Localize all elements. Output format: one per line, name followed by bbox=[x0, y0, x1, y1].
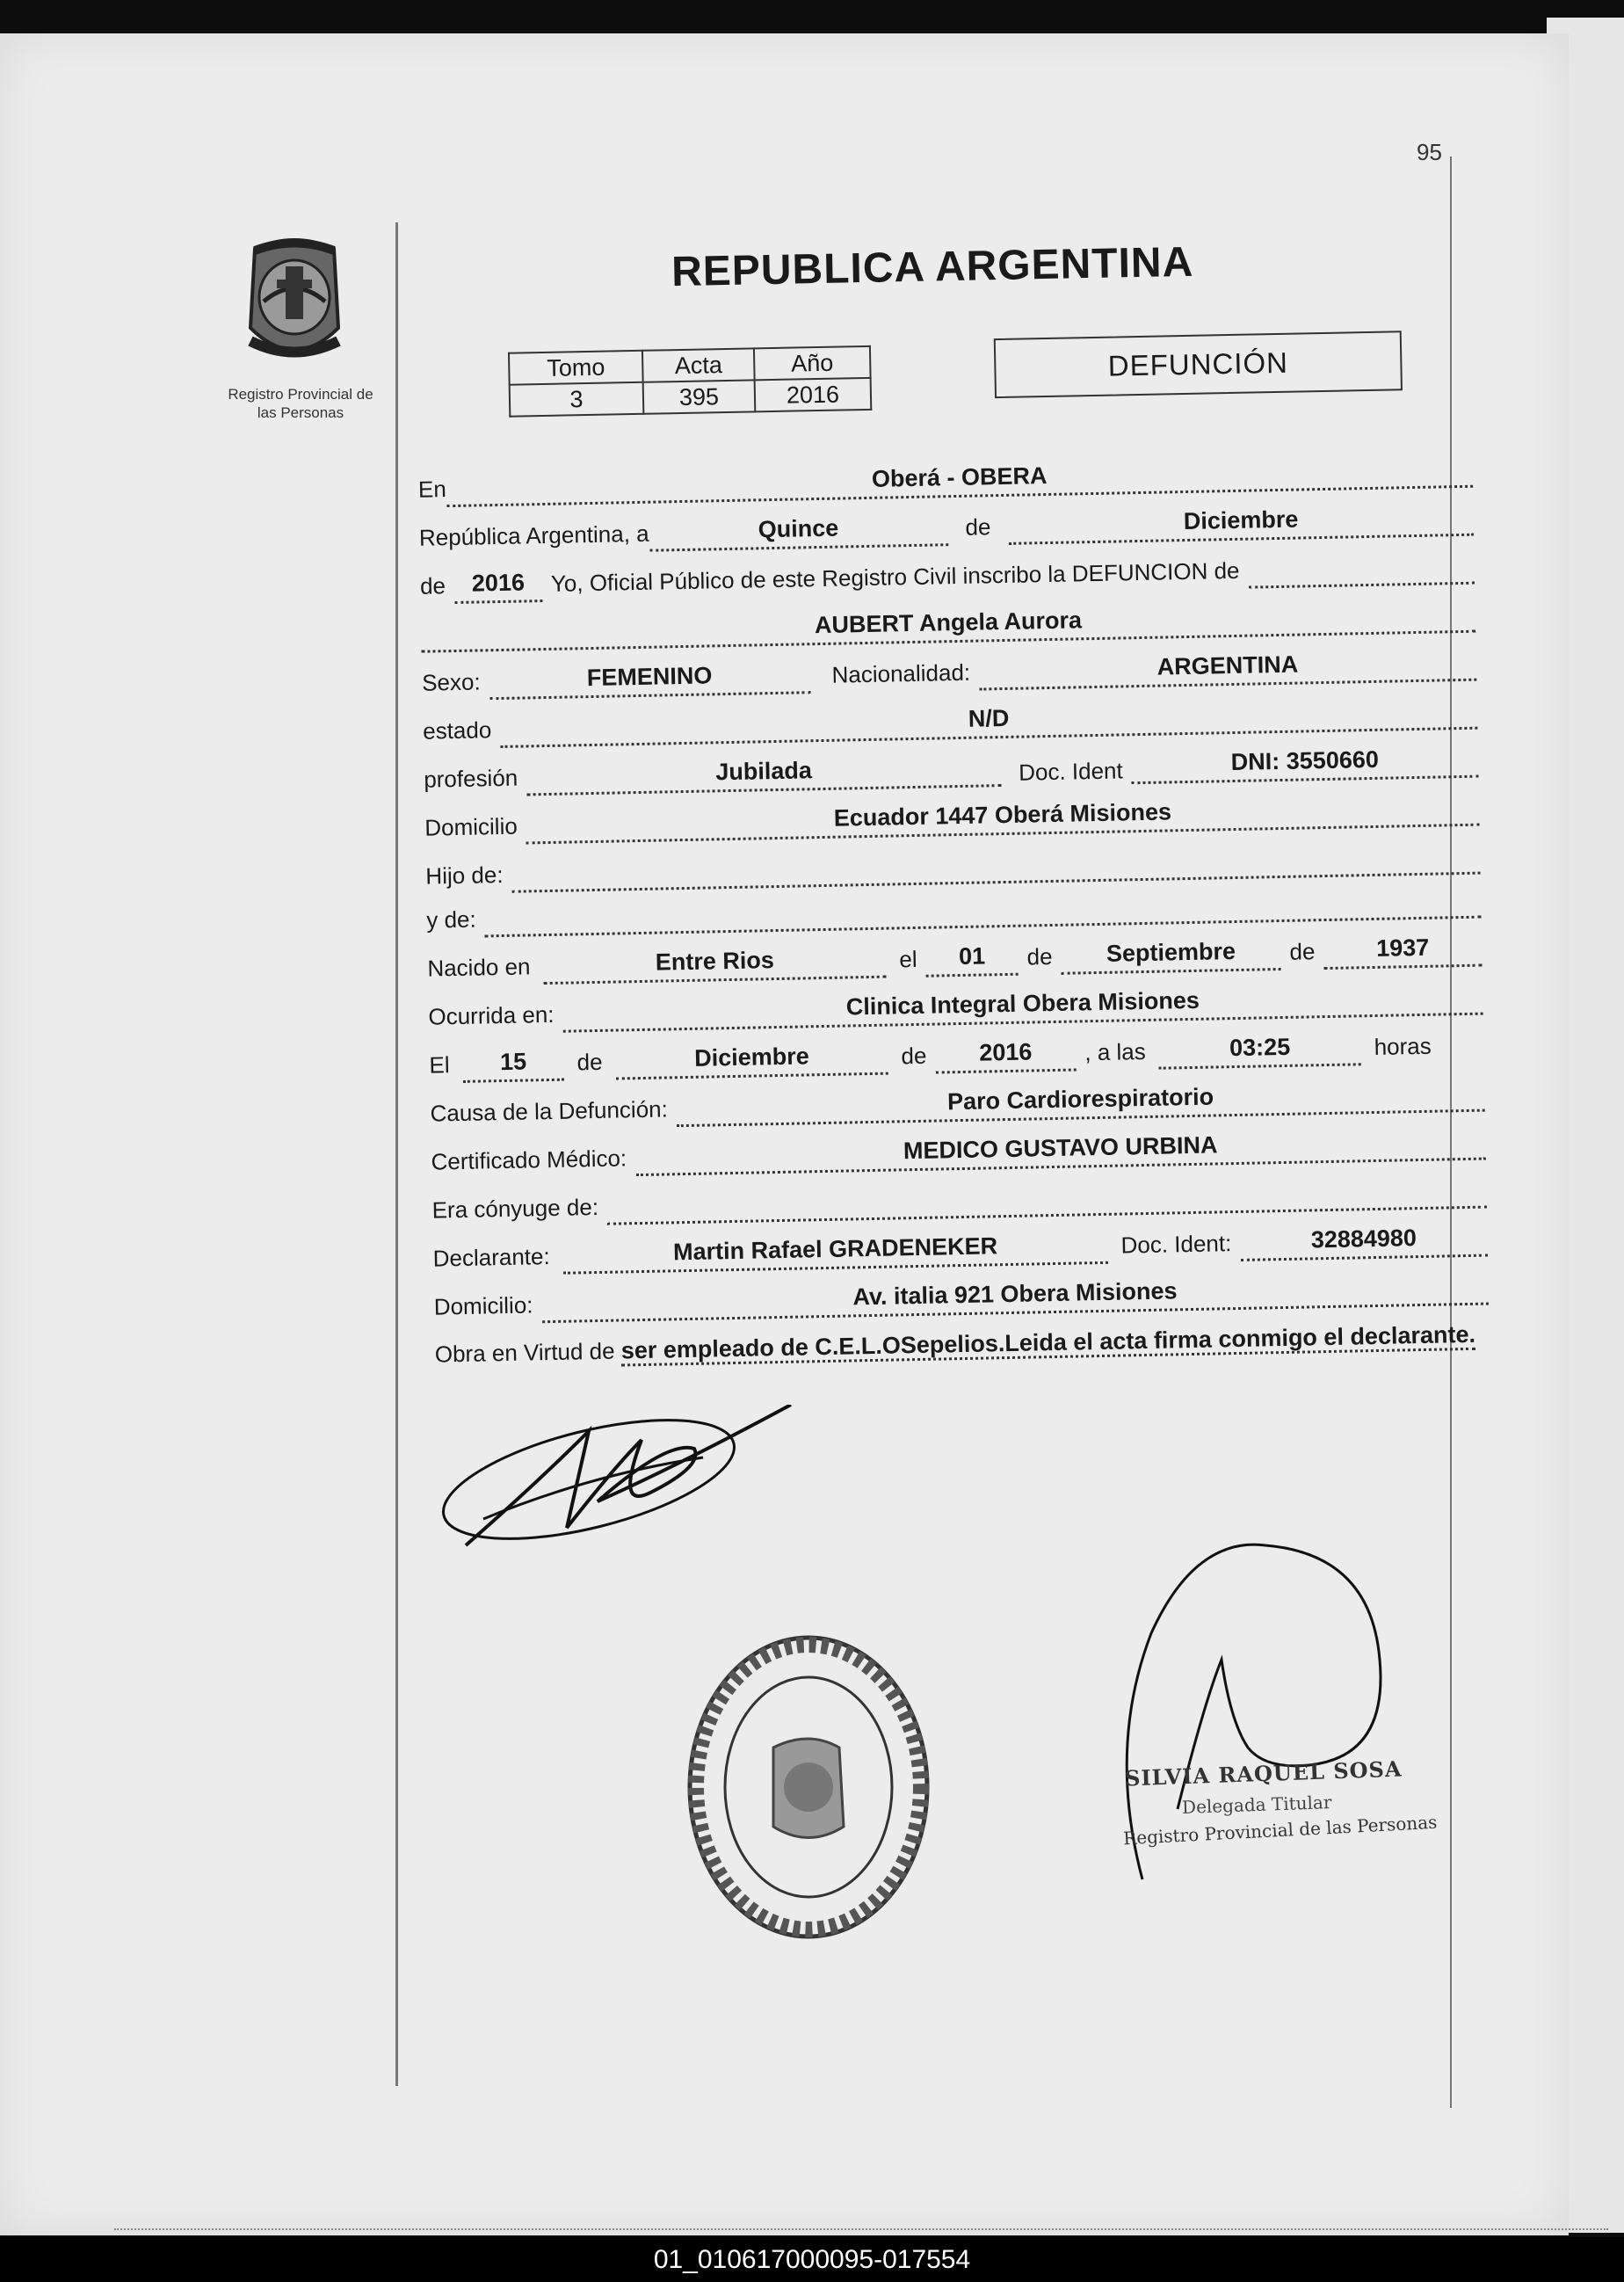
official-name: SILVIA RAQUEL SOSA bbox=[1124, 1755, 1403, 1791]
tomo-value: 3 bbox=[510, 382, 644, 417]
birthplace-field: Entre Rios bbox=[543, 942, 887, 985]
estado-field: N/D bbox=[500, 694, 1478, 748]
spouse-row: Era cónyuge de: bbox=[431, 1174, 1487, 1229]
declarant-address-row: Domicilio: Av. italia 921 Obera Misiones bbox=[433, 1270, 1489, 1326]
obra-text-field: ser empleado de C.E.L.OSepelios.Leida el acta firma conmigo el declarante. bbox=[620, 1321, 1475, 1367]
y-de-row: y de: bbox=[426, 883, 1482, 939]
ocurrida-row: Ocurrida en: Clinica Integral Obera Misiones bbox=[428, 980, 1483, 1036]
place-row: En Oberá - OBERA bbox=[418, 453, 1474, 508]
certificate-row: Certificado Médico: MEDICO GUSTAVO URBINA bbox=[431, 1125, 1486, 1181]
day-words-field: Quince bbox=[649, 510, 948, 552]
nationality-field: ARGENTINA bbox=[979, 645, 1477, 691]
doc-ident-field: DNI: 3550660 bbox=[1131, 742, 1478, 785]
left-margin-line bbox=[395, 222, 398, 2086]
birth-year-field: 1937 bbox=[1323, 931, 1483, 970]
declarant-row: Declarante: Martin Rafael GRADENEKER Doc. Ident: 32884980 bbox=[432, 1222, 1488, 1277]
scan-filename-caption: 01_010617000095-017554 bbox=[0, 2237, 1624, 2282]
birth-day-field: 01 bbox=[925, 940, 1019, 977]
official-signature bbox=[1116, 1528, 1406, 1923]
death-date-row: El 15 de Diciembre de 2016 , a las 03:25 horas bbox=[429, 1028, 1484, 1084]
spouse-field bbox=[607, 1173, 1487, 1225]
month-field: Diciembre bbox=[1008, 500, 1474, 545]
cause-field: Paro Cardiorespiratorio bbox=[676, 1076, 1484, 1128]
certificate-field: MEDICO GUSTAVO URBINA bbox=[635, 1124, 1486, 1177]
death-month-field: Diciembre bbox=[615, 1039, 888, 1080]
declarant-doc-field: 32884980 bbox=[1240, 1221, 1488, 1261]
declarant-field: Martin Rafael GRADENEKER bbox=[562, 1228, 1108, 1275]
acta-value: 395 bbox=[643, 380, 756, 413]
acta-header: Acta bbox=[642, 348, 755, 382]
profession-row: profesión Jubilada Doc. Ident DNI: 3550660 bbox=[424, 743, 1479, 798]
anio-value: 2016 bbox=[755, 378, 872, 412]
anio-header: Año bbox=[754, 346, 871, 381]
document-title: REPUBLICA ARGENTINA bbox=[671, 238, 1194, 296]
declarant-address-field: Av. italia 921 Obera Misiones bbox=[541, 1269, 1489, 1324]
province-seal-icon bbox=[237, 231, 352, 372]
death-time-field: 03:25 bbox=[1158, 1029, 1361, 1069]
registry-round-stamp bbox=[677, 1624, 940, 1950]
deceased-name-field: AUBERT Angela Aurora bbox=[421, 597, 1476, 653]
sex-nationality-row: Sexo: FEMENINO Nacionalidad: ARGENTINA bbox=[422, 646, 1477, 701]
declarant-signature bbox=[413, 1405, 817, 1581]
registry-name: Registro Provincial de las Personas bbox=[228, 386, 373, 421]
page-number: 95 bbox=[1417, 139, 1442, 165]
estado-row: estado N/D bbox=[423, 694, 1478, 750]
obra-en-virtud-paragraph: Obra en Virtud de ser empleado de C.E.L.OSepelios.Leida el acta firma conmigo el declarante. bbox=[434, 1320, 1476, 1368]
registry-row: de 2016 Yo, Oficial Público de este Registro Civil inscribo la DEFUNCION de bbox=[420, 549, 1475, 605]
page-bottom-edge bbox=[114, 2228, 1608, 2232]
cause-row: Causa de la Defunción: Paro Cardiorespiratorio bbox=[430, 1077, 1485, 1132]
birth-row: Nacido en Entre Rios el 01 de Septiembre de 1937 bbox=[427, 932, 1483, 987]
document-type-box: DEFUNCIÓN bbox=[994, 331, 1403, 398]
official-title: Delegada Titular bbox=[1181, 1791, 1332, 1818]
date-row: República Argentina, a Quince de Diciembre bbox=[419, 501, 1475, 556]
birth-month-field: Septiembre bbox=[1061, 934, 1281, 975]
year-field: 2016 bbox=[454, 566, 543, 604]
death-record-form bbox=[404, 198, 1476, 1368]
hijo-de-row: Hijo de: bbox=[425, 839, 1481, 895]
profession-field: Jubilada bbox=[526, 751, 1002, 796]
death-year-field: 2016 bbox=[935, 1036, 1077, 1074]
sex-field: FEMENINO bbox=[489, 658, 810, 700]
tomo-header: Tomo bbox=[509, 351, 643, 385]
domicilio-field: Ecuador 1447 Oberá Misiones bbox=[526, 790, 1479, 845]
domicilio-row: Domicilio Ecuador 1447 Oberá Misiones bbox=[424, 791, 1480, 847]
official-registry: Registro Provincial de las Personas bbox=[1122, 1811, 1438, 1850]
deceased-name-row bbox=[421, 598, 1476, 653]
document-page bbox=[0, 33, 1569, 2235]
place-field: Oberá - OBERA bbox=[446, 452, 1473, 507]
death-place-field: Clinica Integral Obera Misiones bbox=[562, 979, 1483, 1033]
death-day-field: 15 bbox=[462, 1045, 564, 1083]
record-table bbox=[508, 345, 872, 418]
